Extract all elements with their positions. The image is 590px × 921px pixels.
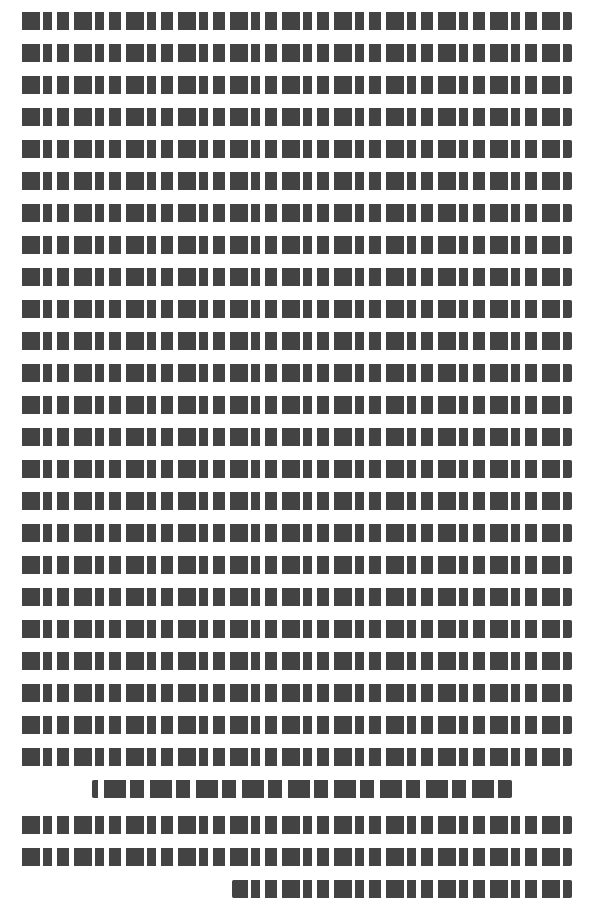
text-line-placeholder: [18, 332, 572, 350]
text-line-placeholder: [18, 108, 572, 126]
text-line-placeholder: [18, 428, 572, 446]
text-line-placeholder: [18, 620, 572, 638]
body-text-placeholder: [18, 8, 572, 913]
text-line-placeholder: [18, 364, 572, 382]
text-line-placeholder: [18, 848, 572, 866]
text-line-placeholder: [92, 780, 512, 798]
text-line-placeholder: [18, 44, 572, 62]
text-line-placeholder: [18, 748, 572, 766]
text-line-placeholder: [18, 556, 572, 574]
text-line-placeholder: [18, 236, 572, 254]
text-line-placeholder: [18, 12, 572, 30]
text-line-placeholder: [18, 396, 572, 414]
text-line-placeholder: [18, 684, 572, 702]
text-line-placeholder: [18, 140, 572, 158]
text-line-placeholder: [232, 880, 572, 898]
text-line-placeholder: [18, 524, 572, 542]
text-line-placeholder: [18, 204, 572, 222]
text-line-placeholder: [18, 268, 572, 286]
text-line-placeholder: [18, 76, 572, 94]
text-line-placeholder: [18, 172, 572, 190]
text-line-placeholder: [18, 816, 572, 834]
text-line-placeholder: [18, 300, 572, 318]
text-line-placeholder: [18, 460, 572, 478]
text-line-placeholder: [18, 716, 572, 734]
text-line-placeholder: [18, 492, 572, 510]
text-line-placeholder: [18, 652, 572, 670]
text-line-placeholder: [18, 588, 572, 606]
